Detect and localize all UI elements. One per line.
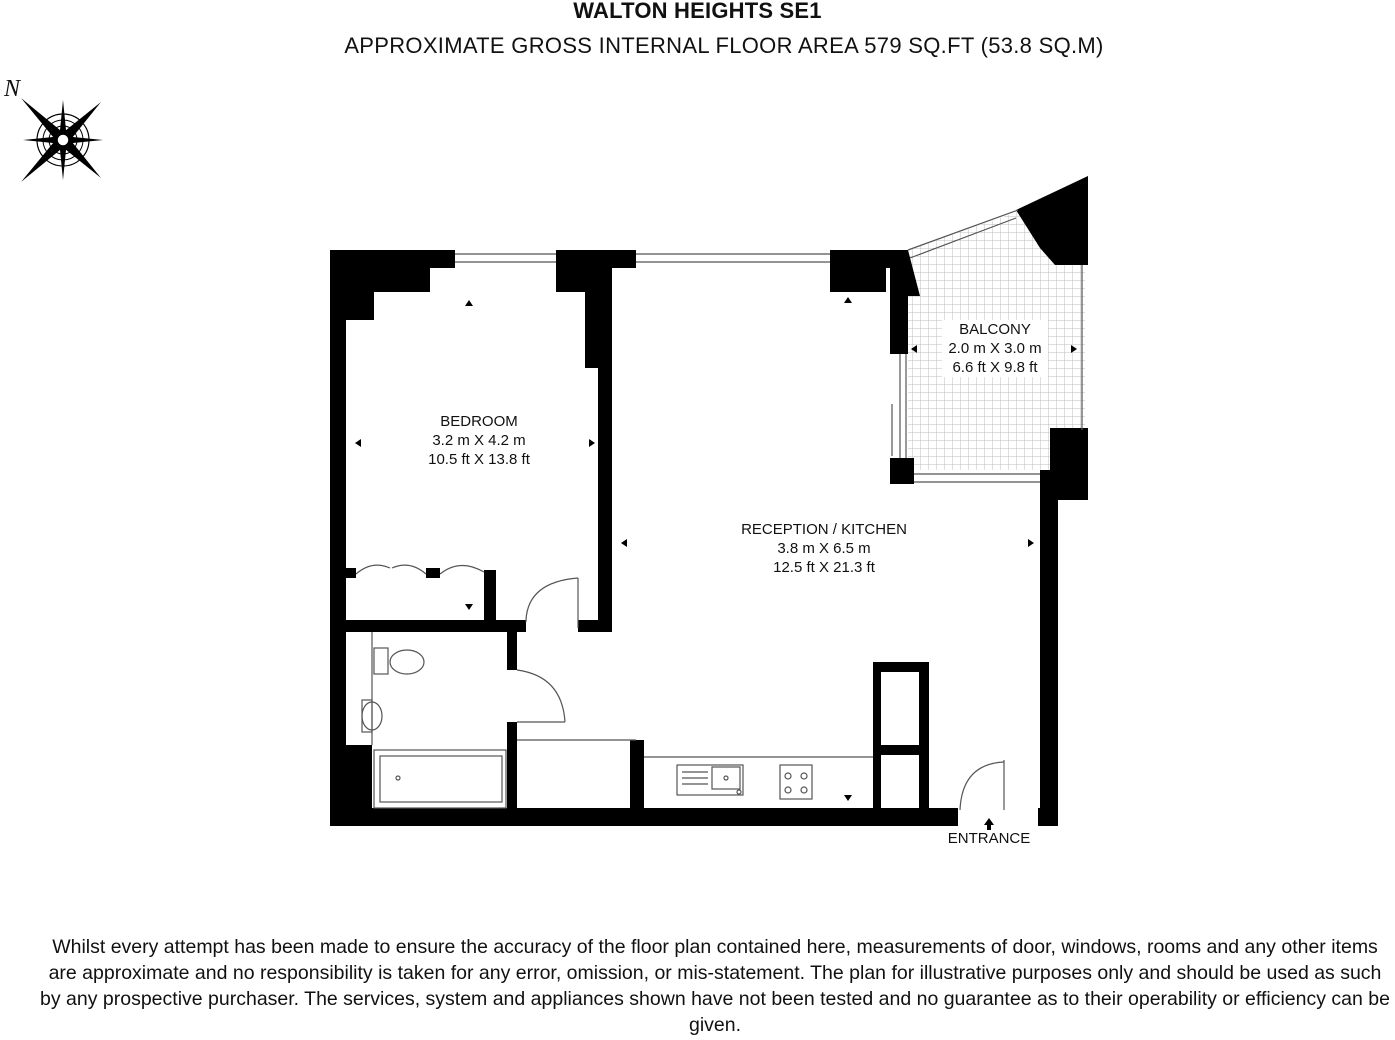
- compass-north-label: N: [4, 76, 21, 102]
- bedroom-label: [400, 412, 558, 469]
- reception-name: RECEPTION / KITCHEN: [741, 521, 907, 538]
- balcony-imperial: 6.6 ft X 9.8 ft: [952, 359, 1038, 376]
- bedroom-imperial: 10.5 ft X 13.8 ft: [428, 451, 530, 468]
- floor-area-subtitle: APPROXIMATE GROSS INTERNAL FLOOR AREA 579 SQ.FT (53.8 SQ.M): [344, 33, 1104, 58]
- disclaimer-text: Whilst every attempt has been made to ensure the accuracy of the floor plan contained here, measurements of door, windows, rooms and any other items are approximate and no responsibility is taken for any error, omission, or mis-statement. The plan for illustrative purposes only and should be used as such by any prospective purchaser. The services, system and appliances shown have not been tested and no guarantee as to their operability or efficiency can be given.: [40, 936, 1390, 1036]
- balcony-label: [942, 320, 1048, 377]
- bedroom-name: BEDROOM: [440, 413, 518, 430]
- reception-imperial: 12.5 ft X 21.3 ft: [773, 559, 875, 576]
- balcony-name: BALCONY: [959, 321, 1031, 338]
- plan-title: WALTON HEIGHTS SE1: [573, 0, 822, 23]
- entrance-label: ENTRANCE: [947, 830, 1031, 847]
- bedroom-metric: 3.2 m X 4.2 m: [432, 432, 526, 449]
- reception-metric: 3.8 m X 6.5 m: [777, 540, 871, 557]
- balcony-metric: 2.0 m X 3.0 m: [948, 340, 1042, 357]
- compass-rose-icon: [21, 98, 103, 182]
- reception-kitchen-label: [720, 520, 928, 577]
